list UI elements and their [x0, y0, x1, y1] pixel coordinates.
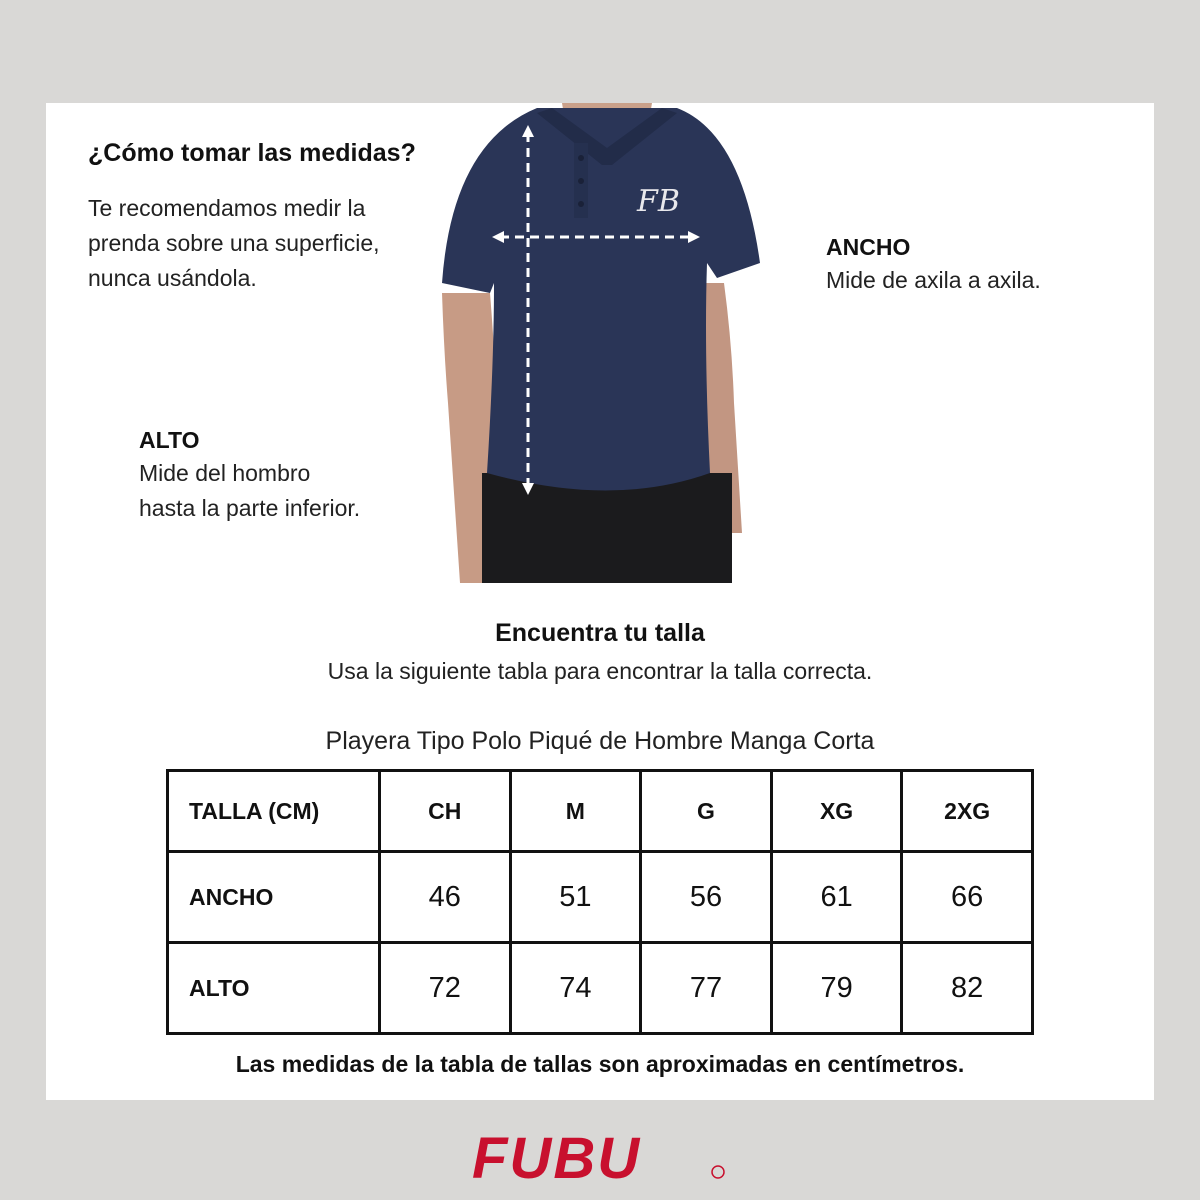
registered-mark-icon — [712, 1166, 724, 1178]
table-cell: 72 — [380, 943, 511, 1034]
table-cell: 82 — [902, 943, 1033, 1034]
header-cell: CH — [380, 771, 511, 852]
howto-text: Te recomendamos medir la prenda sobre una superficie, nunca usándola. — [88, 195, 380, 291]
header-cell: G — [641, 771, 772, 852]
row-label: ANCHO — [168, 852, 380, 943]
measurement-note: Las medidas de la tabla de tallas son aproximadas en centímetros. — [235, 1051, 965, 1077]
row-label: ALTO — [168, 943, 380, 1034]
ancho-text: Mide de axila a axila. — [826, 267, 1041, 293]
table-cell: 61 — [771, 852, 902, 943]
table-header-row — [168, 771, 1033, 852]
alto-instructions — [139, 424, 360, 526]
table-cell: 79 — [771, 943, 902, 1034]
fubu-logo-text: FUBU — [472, 1128, 642, 1188]
table-row — [168, 852, 1033, 943]
table-cell: 77 — [641, 943, 772, 1034]
size-guide-card — [46, 103, 1154, 1100]
table-cell: 66 — [902, 852, 1033, 943]
header-cell: XG — [771, 771, 902, 852]
howto-title: ¿Cómo tomar las medidas? — [88, 139, 416, 167]
table-cell: 46 — [380, 852, 511, 943]
header-cell: TALLA (CM) — [168, 771, 380, 852]
header-cell: M — [510, 771, 641, 852]
alto-text-line1: Mide del hombro — [139, 460, 311, 486]
ancho-instructions — [826, 231, 1041, 298]
table-cell: 51 — [510, 852, 641, 943]
alto-title: ALTO — [139, 427, 200, 453]
header-cell: 2XG — [902, 771, 1033, 852]
find-size-subtitle: Usa la siguiente tabla para encontrar la talla correcta. — [327, 658, 873, 684]
shirt-logo-text: FB — [637, 184, 680, 219]
ancho-title: ANCHO — [826, 234, 911, 260]
alto-text-line2: hasta la parte inferior. — [139, 495, 361, 521]
table-caption: Playera Tipo Polo Piqué de Hombre Manga Corta — [325, 727, 875, 755]
table-cell: 56 — [641, 852, 772, 943]
polo-shirt-photo — [442, 103, 772, 583]
table-row — [168, 943, 1033, 1034]
fubu-logo — [470, 1128, 730, 1188]
find-size-title: Encuentra tu talla — [495, 619, 705, 647]
table-cell: 74 — [510, 943, 641, 1034]
size-table — [166, 769, 1034, 1035]
